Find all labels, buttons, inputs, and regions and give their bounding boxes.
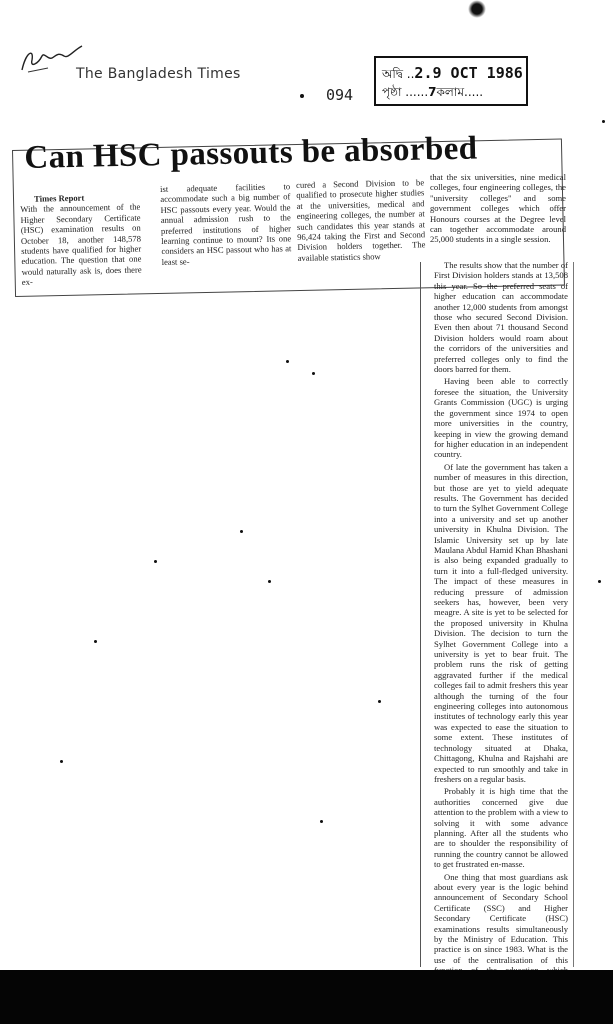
stamp-page-prefix: পৃষ্ঠা [382, 85, 402, 99]
page-number: 094 [326, 86, 354, 104]
stamp-page-suffix: কলাম [436, 85, 464, 99]
article-column-1 [20, 191, 142, 287]
scan-speck [312, 372, 315, 375]
scan-speck [94, 640, 97, 643]
ink-blot [468, 0, 486, 18]
article-continuation-column [434, 260, 568, 988]
date-stamp [374, 56, 528, 106]
scan-speck [378, 700, 381, 703]
scan-speck [60, 760, 63, 763]
stamp-date: 2.9 OCT 1986 [414, 64, 523, 82]
stamp-page-row: পৃষ্ঠা ......7কলাম..... [382, 85, 484, 99]
body-paragraph: Having been able to correctly foresee the situation, the University Grants Commission (UGC) is urging the government since 1974 to open more universities in the country, keeping in view the growing demand for higher education in an independent country. [434, 376, 568, 460]
scan-speck [268, 580, 271, 583]
scan-speck [598, 580, 601, 583]
scan-speck [286, 360, 289, 363]
scan-speck [320, 820, 323, 823]
scan-speck [154, 560, 157, 563]
body-paragraph: Probably it is high time that the authorities concerned give due attention to the problem with a view to solving it with some advance planning. After all the students who are to shoulder the responsibility of running the country cannot be allowed to get frustrated en-masse. [434, 786, 568, 870]
scan-edge-bar [0, 970, 613, 1024]
article-column-3: cured a Second Division to be qualified to prosecute higher studies at the universities, medical and engineering colleges, the number at such candidates this year stands at 96,424 taking the First and Second Division holders together. The available statistics show [296, 177, 426, 263]
headline: Can HSC passouts be absorbed [24, 130, 478, 176]
body-paragraph: The results show that the number of First Division holders stands at 13,508 this year. So the preferred seats of higher education can accommodate another 12,000 students from amongst those who secured Second Division. Even then about 71 thousand Second Division holders would roam about the corridors of the universities and preferred colleges only to find the doors barred for them. [434, 260, 568, 375]
article-column-4: that the six universities, nine medical colleges, four engineering colleges, the "university colleges" and some government colleges which offer Honours courses at the Degree level can together accommodate around 25,000 students in a single session. [430, 172, 566, 245]
byline: Times Report [33, 192, 85, 204]
body-paragraph: One thing that most guardians ask about every year is the logic behind announcement of Secondary School Certificate (SSC) and Higher Secondary Certificate (HSC) examinations results simultaneously by the Ministry of Education. This practice is on since 1983. What is the use of the centralisation of this [434, 871, 568, 965]
newspaper-masthead: The Bangladesh Times [76, 66, 241, 82]
scan-speck [240, 530, 243, 533]
stamp-date-row: অদ্বি ..2.9 OCT 1986 [382, 64, 523, 82]
scan-speck [602, 120, 605, 123]
article-column-2: ist adequate facilities to accommodate such a big number of HSC passouts every year. Would the annual admission rush to the preferred institutions of higher learning continue to mount? Its one considers an HSC passout who has at least se- [160, 181, 292, 267]
dot-mark [300, 94, 304, 98]
stamp-date-prefix: অদ্বি [382, 67, 403, 81]
body-paragraph: Of late the government has taken a number of measures in this direction, but those are yet to yield adequate results. The Government has decided to turn the Sylhet Government College into a university and set up another university in Khulna Division. The Islamic University set up by late Maulana Abdul Hamid Khan Bhashani is also being expanded gradually to turn it into a full-fledged university. The impact of these measures in reducing pressure of admission seekers has, however, been very meagre. A site is yet to be selected for the proposed university in Khulna Division. The decision to turn the Sylhet Government College into a university is yet to bear fruit. The problem runs the risk of getting aggravated further if the medical colleges fail to admit freshers this year although the turning of the four engineering colleges into autonomous institutes of technology early this year was expected to ease the situation to some extent. These institutes of technology situated at Dhaka, Chittagong, Khulna and Rajshahi are expected to run smoothly and take in freshers on a regular basis. [434, 461, 568, 784]
page-mark [300, 86, 353, 104]
stamp-page-value: 7 [428, 85, 437, 99]
column-1-text: With the announcement of the Higher Secondary Certificate (HSC) examination results on October 18, another 148,578 students have qualified for higher education. The question that one would naturally ask is, does there ex- [20, 201, 142, 288]
